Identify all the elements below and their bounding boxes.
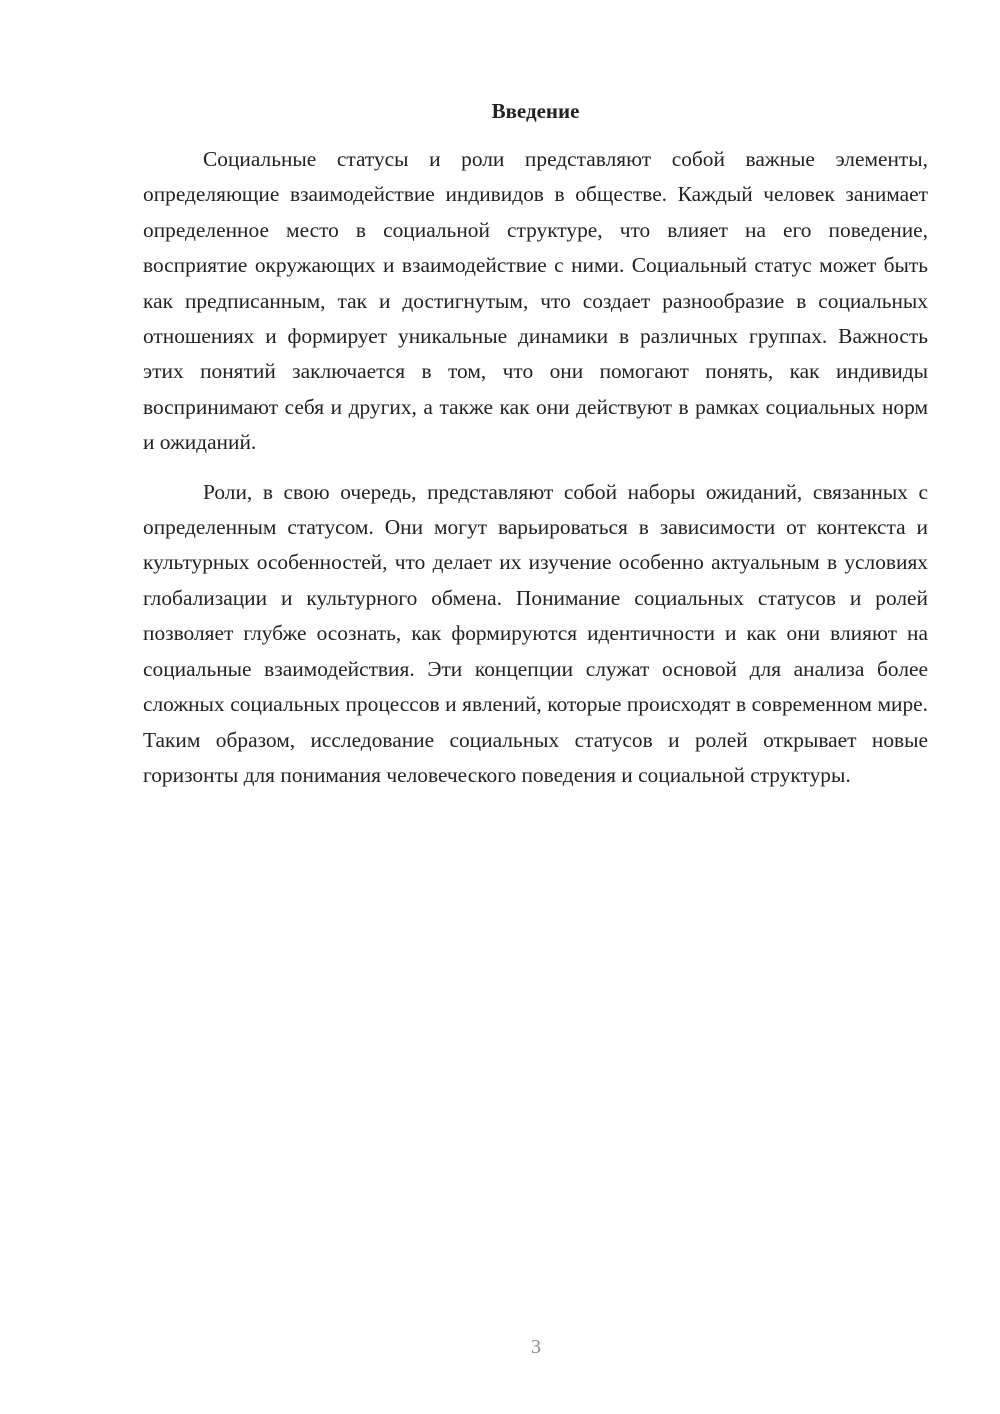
page-number: 3 — [531, 1336, 541, 1358]
section-title: Введение — [491, 99, 580, 123]
paragraph-1: Социальные статусы и роли представляют собой важные элементы, определяющие взаимодействие индивидов в обществе. Каждый человек занимает определенное место в социальной структуре, что влияет на его поведение, восприятие окружающих и взаимодействие с ними. Социальный статус может быть как предписанным, так и достигнутым, что создает разнообразие в социальных отношениях и формирует уникальные динамики в различных группах. Важность этих понятий заключается в том, что они помогают понять, как индивиды воспринимают себя и других, а также как они действуют в рамках социальных норм и ожиданий. — [143, 147, 928, 455]
body-text — [143, 142, 928, 793]
paragraph-2: Роли, в свою очередь, представляют собой наборы ожиданий, связанных с определенным статусом. Они могут варьироваться в зависимости от контекста и культурных особенностей, что делает их изучение особенно актуальным в условиях глобализации и культурного обмена. Понимание социальных статусов и ролей позволяет глубже осознать, как формируются идентичности и как они влияют на социальные взаимодействия. Эти концепции служат основой для анализа более сложных социальных процессов и явлений, которые происходят в современном мире. Таким образом, исследование социальных статусов и ролей открывает новые горизонты для понимания человеческого поведения и социальной структуры. — [143, 479, 928, 787]
